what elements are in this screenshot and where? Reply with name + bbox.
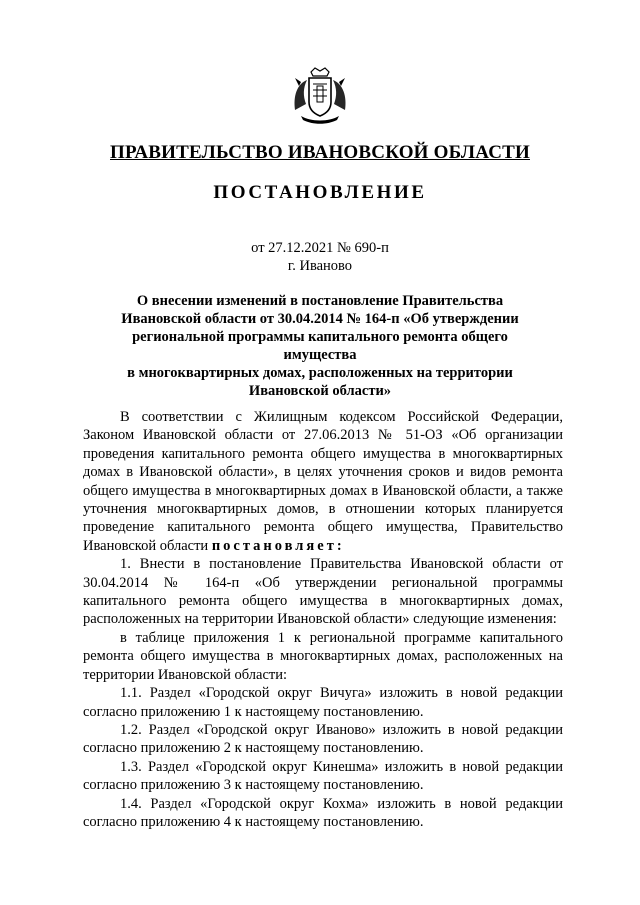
decree-word: постановляет: xyxy=(211,537,345,554)
city: г. Иваново xyxy=(287,258,353,274)
coat-of-arms-emblem xyxy=(289,66,351,128)
document-type-title: ПОСТАНОВЛЕНИЕ xyxy=(213,182,427,203)
date-and-number: от 27.12.2021 № 690-п xyxy=(251,240,389,256)
document-body xyxy=(83,408,563,831)
subject-line: Ивановской области» xyxy=(248,383,392,399)
subject-line: региональной программы капитального ремонта общего имущества xyxy=(132,329,508,363)
subject-line: Ивановской области от 30.04.2014 № 164-п «Об утверждении xyxy=(121,311,519,327)
subject-line: О внесении изменений в постановление Правительства xyxy=(136,293,504,309)
sub-item-1-1: 1.1. Раздел «Городской округ Вичуга» изложить в новой редакции согласно приложению 1 к настоящему постановлению. xyxy=(83,685,563,720)
intro-paragraph xyxy=(83,408,563,555)
organization-title: ПРАВИТЕЛЬСТВО ИВАНОВСКОЙ ОБЛАСТИ xyxy=(110,142,530,163)
subject-line: в многоквартирных домах, расположенных на территории xyxy=(127,365,513,381)
sub-item-1-4: 1.4. Раздел «Городской округ Кохма» изложить в новой редакции согласно приложению 4 к настоящему постановлению. xyxy=(83,795,563,830)
intro-text: В соответствии с Жилищным кодексом Российской Федерации, Законом Ивановской области от 27.06.2013 № 51-ОЗ «Об организации проведения капитального ремонта общего имущества в многоквартирных домах в Ивановской области», в целях уточнения сроков и видов ремонта общего имущества в многоквартирных домах в Ивановской области, а также уточнения многоквартирных домов, в отношении которых планируется проведение капитального ремонта общего имущества, Правительство Ивановской области xyxy=(83,409,563,554)
sub-item-1-2: 1.2. Раздел «Городской округ Иваново» изложить в новой редакции согласно приложению 2 к настоящему постановлению. xyxy=(83,721,563,757)
table-intro: в таблице приложения 1 к региональной программе капитального ремонта общего имущества в многоквартирных домах, расположенных на территории Ивановской области: xyxy=(83,629,563,683)
item-1: 1. Внести в постановление Правительства Ивановской области от 30.04.2014 № 164-п «Об утверждении региональной программы капитального ремонта общего имущества в многоквартирных домах, расположенных на территории Ивановской области» следующие изменения: xyxy=(83,556,563,628)
sub-item-1-3: 1.3. Раздел «Городской округ Кинешма» изложить в новой редакции согласно приложению 3 к настоящему постановлению. xyxy=(83,758,563,794)
document-subject xyxy=(100,292,540,400)
